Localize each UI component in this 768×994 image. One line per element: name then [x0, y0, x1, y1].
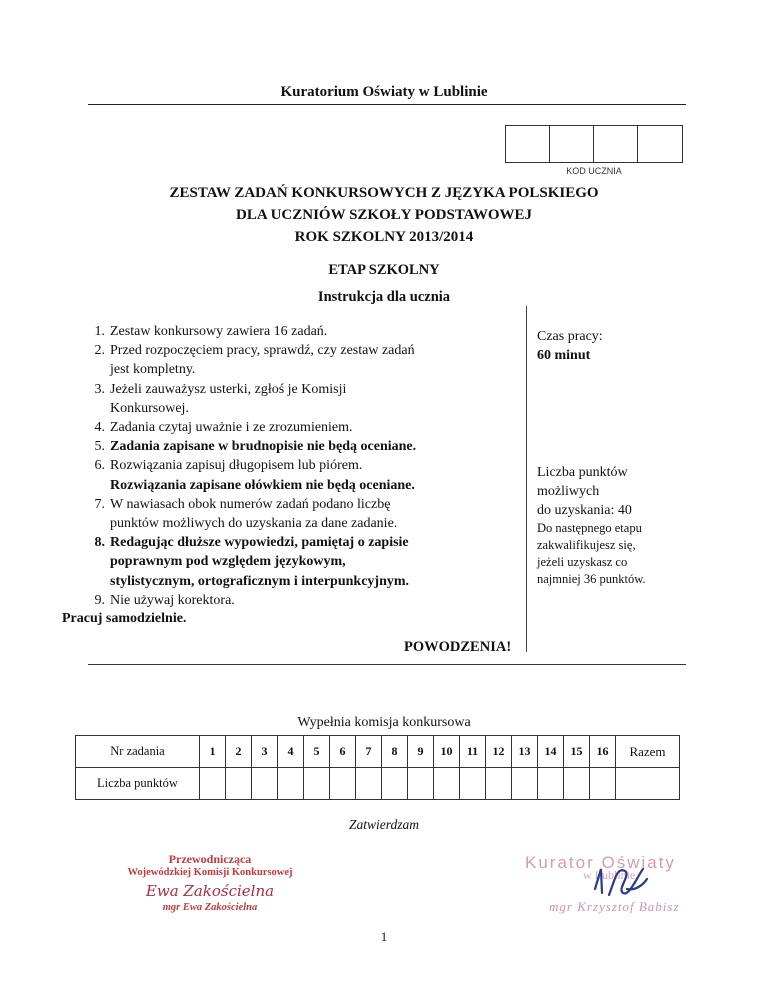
instruction-line: [80, 456, 528, 475]
instruction-line: [80, 476, 528, 495]
time-label: Czas pracy:: [537, 329, 603, 344]
approval-text: Zatwierdzam: [348, 817, 419, 832]
instruction-line: [80, 418, 528, 437]
points-cell[interactable]: [304, 768, 330, 800]
task-number-cell: 6: [330, 736, 356, 768]
instructions-heading: Instrukcja dla ucznia: [317, 289, 451, 305]
time-value: 60 minut: [537, 348, 591, 363]
points-cell[interactable]: [590, 768, 616, 800]
stamp-title: Przewodnicząca: [168, 852, 252, 866]
instruction-number: [80, 476, 110, 495]
instruction-number: 9.: [94, 592, 105, 608]
instructions-list: [80, 322, 528, 610]
student-code-boxes: [505, 125, 683, 163]
instruction-line: [80, 591, 528, 610]
instruction-text: stylistycznym, ortograficznym i interpunkcyjnym.: [110, 573, 410, 589]
instruction-text: Konkursowej.: [110, 400, 189, 416]
instruction-number: 8.: [94, 535, 105, 551]
points-cell[interactable]: [408, 768, 434, 800]
curator-stamp-title: Kurator Oświaty: [525, 853, 676, 872]
code-box[interactable]: [594, 126, 638, 162]
task-number-cell: 13: [512, 736, 538, 768]
qual-line: zakwalifikujesz się,: [537, 538, 636, 552]
points-cell[interactable]: [382, 768, 408, 800]
instruction-line: [80, 533, 528, 552]
task-number-cell: 1: [200, 736, 226, 768]
code-box[interactable]: [638, 126, 682, 162]
points-label: Liczba punktów: [76, 768, 200, 800]
task-number-row: [76, 736, 680, 768]
task-number-cell: 16: [590, 736, 616, 768]
instruction-number: [80, 572, 110, 591]
page-number: 1: [380, 929, 388, 944]
chair-name: mgr Ewa Zakościelna: [162, 902, 258, 913]
instruction-number: 5.: [94, 439, 105, 455]
commission-caption: Wypełnia komisja konkursowa: [297, 715, 471, 730]
instruction-line: [80, 495, 528, 514]
points-cell[interactable]: [330, 768, 356, 800]
header-institution: Kuratorium Oświaty w Lublinie: [280, 84, 488, 100]
total-label: Razem: [616, 736, 680, 768]
document-title: [0, 182, 768, 248]
points-cell[interactable]: [434, 768, 460, 800]
instruction-text: Jeżeli zauważysz usterki, zgłoś je Komisji: [110, 381, 347, 397]
task-number-label: Nr zadania: [76, 736, 200, 768]
instruction-number: 4.: [94, 420, 105, 436]
stamp-subtitle: Wojewódzkiej Komisji Konkursowej: [127, 867, 293, 878]
instruction-line: [80, 399, 528, 418]
task-number-cell: 3: [252, 736, 278, 768]
instruction-number: [80, 552, 110, 571]
instruction-line: [80, 341, 528, 360]
instruction-line: [80, 514, 528, 533]
handwritten-signature: Ewa Zakościelna: [145, 882, 275, 900]
instruction-text: Redagując dłuższe wypowiedzi, pamiętaj o zapisie: [110, 535, 409, 551]
instruction-line: [80, 322, 528, 341]
good-luck-text: POWODZENIA!: [404, 639, 512, 655]
curator-name: mgr Krzysztof Babisz: [549, 899, 680, 914]
instruction-number: [80, 399, 110, 418]
points-line: do uzyskania: 40: [537, 503, 632, 518]
instruction-number: 3.: [94, 381, 105, 397]
points-line: Liczba punktów: [537, 465, 628, 480]
qual-line: jeżeli uzyskasz co: [537, 555, 628, 569]
instruction-number: [80, 360, 110, 379]
qualification-info: [537, 520, 717, 588]
instruction-text: jest kompletny.: [110, 362, 196, 378]
instruction-text: Zadania zapisane w brudnopisie nie będą oceniane.: [110, 439, 417, 455]
instruction-text: Nie używaj korektora.: [110, 592, 235, 608]
total-points-cell[interactable]: [616, 768, 680, 800]
instruction-line: [80, 360, 528, 379]
code-box[interactable]: [550, 126, 594, 162]
points-row: [76, 768, 680, 800]
instruction-text: Rozwiązania zapisane ołówkiem nie będą oceniane.: [110, 477, 415, 493]
score-table: [75, 735, 680, 800]
instruction-line: [80, 572, 528, 591]
points-cell[interactable]: [200, 768, 226, 800]
points-cell[interactable]: [226, 768, 252, 800]
qual-line: najmniej 36 punktów.: [537, 572, 646, 586]
header-divider: [88, 104, 686, 105]
instruction-number: 7.: [94, 496, 105, 512]
curator-stamp-subtitle: w Lublinie: [583, 868, 636, 882]
student-code-label: KOD UCZNIA: [566, 166, 622, 176]
points-cell[interactable]: [564, 768, 590, 800]
task-number-cell: 5: [304, 736, 330, 768]
instruction-number: [80, 514, 110, 533]
points-cell[interactable]: [356, 768, 382, 800]
title-line-2: DLA UCZNIÓW SZKOŁY PODSTAWOWEJ: [235, 207, 533, 223]
task-number-cell: 11: [460, 736, 486, 768]
task-number-cell: 14: [538, 736, 564, 768]
curator-stamp: [525, 853, 735, 914]
instruction-line: [80, 437, 528, 456]
instruction-line: [80, 380, 528, 399]
instruction-number: 1.: [94, 324, 105, 339]
section-divider: [88, 664, 686, 665]
instruction-text: W nawiasach obok numerów zadań podano liczbę: [110, 496, 391, 512]
instruction-line: [80, 552, 528, 571]
commission-chair-stamp: [120, 852, 300, 913]
stage-heading: ETAP SZKOLNY: [328, 262, 440, 278]
task-number-cell: 7: [356, 736, 382, 768]
code-box[interactable]: [506, 126, 550, 162]
points-line: możliwych: [537, 484, 600, 499]
task-number-cell: 4: [278, 736, 304, 768]
task-number-cell: 15: [564, 736, 590, 768]
task-number-cell: 9: [408, 736, 434, 768]
points-cell[interactable]: [538, 768, 564, 800]
instruction-text: Przed rozpoczęciem pracy, sprawdź, czy zestaw zadań: [110, 343, 415, 359]
instruction-text: Zestaw konkursowy zawiera 16 zadań.: [110, 324, 328, 339]
points-cell[interactable]: [460, 768, 486, 800]
time-info: [537, 327, 717, 365]
task-number-cell: 12: [486, 736, 512, 768]
work-alone-note: Pracuj samodzielnie.: [62, 611, 187, 626]
instruction-text: poprawnym pod względem językowym,: [110, 554, 346, 570]
title-line-1: ZESTAW ZADAŃ KONKURSOWYCH Z JĘZYKA POLSKIEGO: [169, 185, 599, 201]
points-cell[interactable]: [278, 768, 304, 800]
points-cell[interactable]: [486, 768, 512, 800]
task-number-cell: 2: [226, 736, 252, 768]
points-cell[interactable]: [512, 768, 538, 800]
instruction-text: Zadania czytaj uważnie i ze zrozumieniem.: [110, 420, 353, 436]
curator-signature-icon: [587, 859, 657, 903]
task-number-cell: 8: [382, 736, 408, 768]
instruction-number: 6.: [94, 458, 105, 474]
points-info: [537, 463, 717, 520]
instruction-text: Rozwiązania zapisuj długopisem lub piórem.: [110, 458, 363, 474]
title-line-3: ROK SZKOLNY 2013/2014: [294, 229, 474, 245]
instruction-text: punktów możliwych do uzyskania za dane zadanie.: [110, 516, 398, 532]
instruction-number: 2.: [94, 343, 105, 359]
points-cell[interactable]: [252, 768, 278, 800]
qual-line: Do następnego etapu: [537, 521, 642, 535]
task-number-cell: 10: [434, 736, 460, 768]
